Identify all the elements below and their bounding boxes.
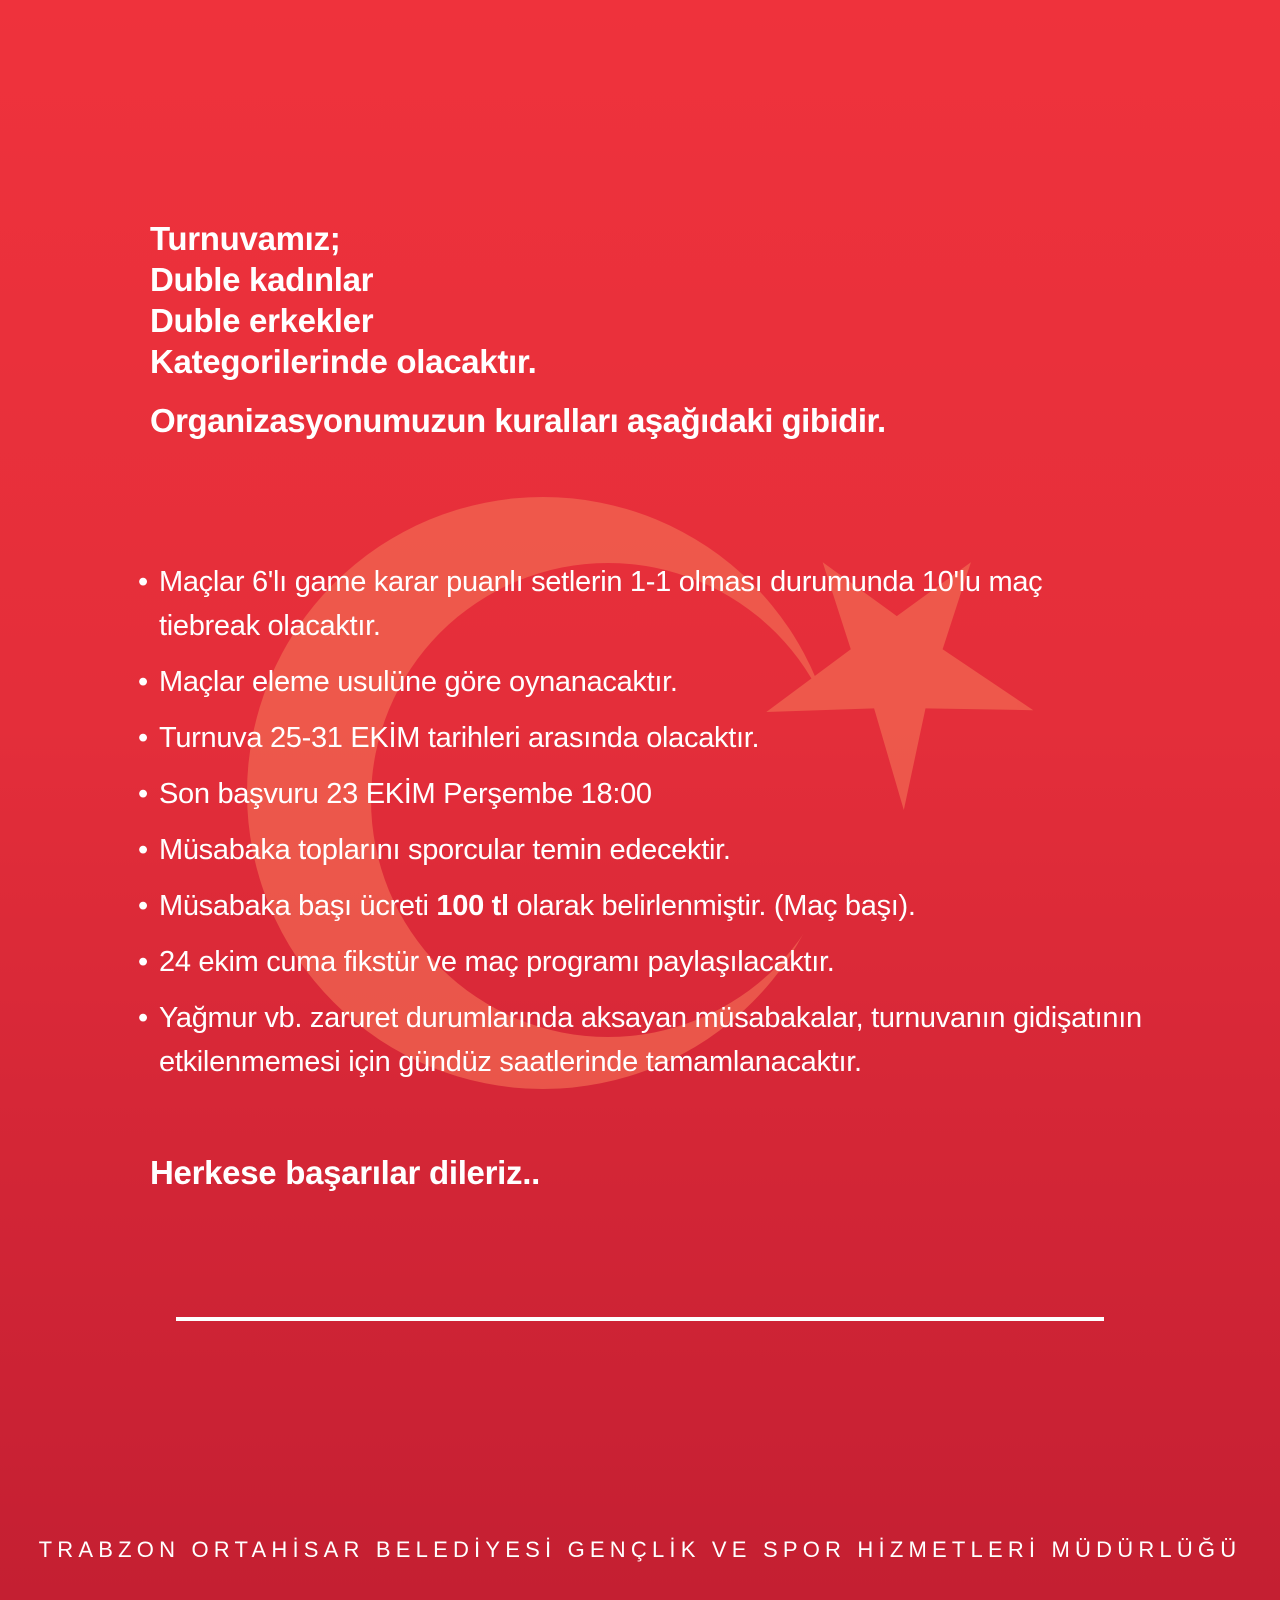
rule-item-deadline	[138, 772, 1148, 816]
bullet-icon: •	[138, 834, 148, 866]
rule-text: Turnuva 25-31 EKİM tarihleri arasında olacaktır.	[159, 722, 760, 754]
rule-text: 24 ekim cuma fikstür ve maç programı paylaşılacaktır.	[159, 946, 835, 978]
rule-text: Müsabaka toplarını sporcular temin edecektir.	[159, 834, 731, 866]
category-doubles-men: Duble erkekler	[150, 302, 374, 339]
rule-item-fee	[138, 884, 1148, 928]
bullet-icon: •	[138, 722, 148, 754]
tournament-categories	[150, 218, 1150, 382]
rule-text-fee-before: Müsabaka başı ücreti	[159, 890, 437, 922]
rule-item-fixture	[138, 940, 1148, 984]
category-doubles-women: Duble kadınlar	[150, 261, 374, 298]
bullet-icon: •	[138, 666, 148, 698]
rule-item-weather	[138, 996, 1148, 1084]
rule-text: Yağmur vb. zaruret durumlarında aksayan müsabakalar, turnuvanın gidişatının etkilenmemesi için gündüz saatlerinde tamamlanacaktır.	[159, 1002, 1142, 1078]
bullet-icon: •	[138, 1002, 148, 1034]
bullet-icon: •	[138, 566, 148, 598]
rule-text-fee-after: olarak belirlenmiştir. (Maç başı).	[508, 890, 916, 922]
rule-text: Maçlar eleme usulüne göre oynanacaktır.	[159, 666, 678, 698]
bullet-icon: •	[138, 946, 148, 978]
rules-headline: Organizasyonumuzun kuralları aşağıdaki gibidir.	[150, 402, 886, 439]
rule-item-elimination	[138, 660, 1148, 704]
divider	[176, 1317, 1104, 1321]
fee-amount: 100 tl	[436, 890, 509, 922]
footer-organization: TRABZON ORTAHİSAR BELEDİYESİ GENÇLİK VE SPOR HİZMETLERİ MÜDÜRLÜĞÜ	[38, 1537, 1242, 1562]
rule-item-dates	[138, 716, 1148, 760]
rule-text: Son başvuru 23 EKİM Perşembe 18:00	[159, 778, 652, 810]
categories-statement: Kategorilerinde olacaktır.	[150, 343, 537, 380]
bullet-icon: •	[138, 890, 148, 922]
rules-list	[138, 560, 1148, 1096]
rule-text: Maçlar 6'lı game karar puanlı setlerin 1-1 olması durumunda 10'lu maç tiebreak olacaktır.	[159, 566, 1043, 642]
bullet-icon: •	[138, 778, 148, 810]
rule-item-match-format	[138, 560, 1148, 648]
intro-heading: Turnuvamız;	[150, 220, 341, 257]
closing-message: Herkese başarılar dileriz..	[150, 1154, 540, 1191]
rule-item-balls	[138, 828, 1148, 872]
